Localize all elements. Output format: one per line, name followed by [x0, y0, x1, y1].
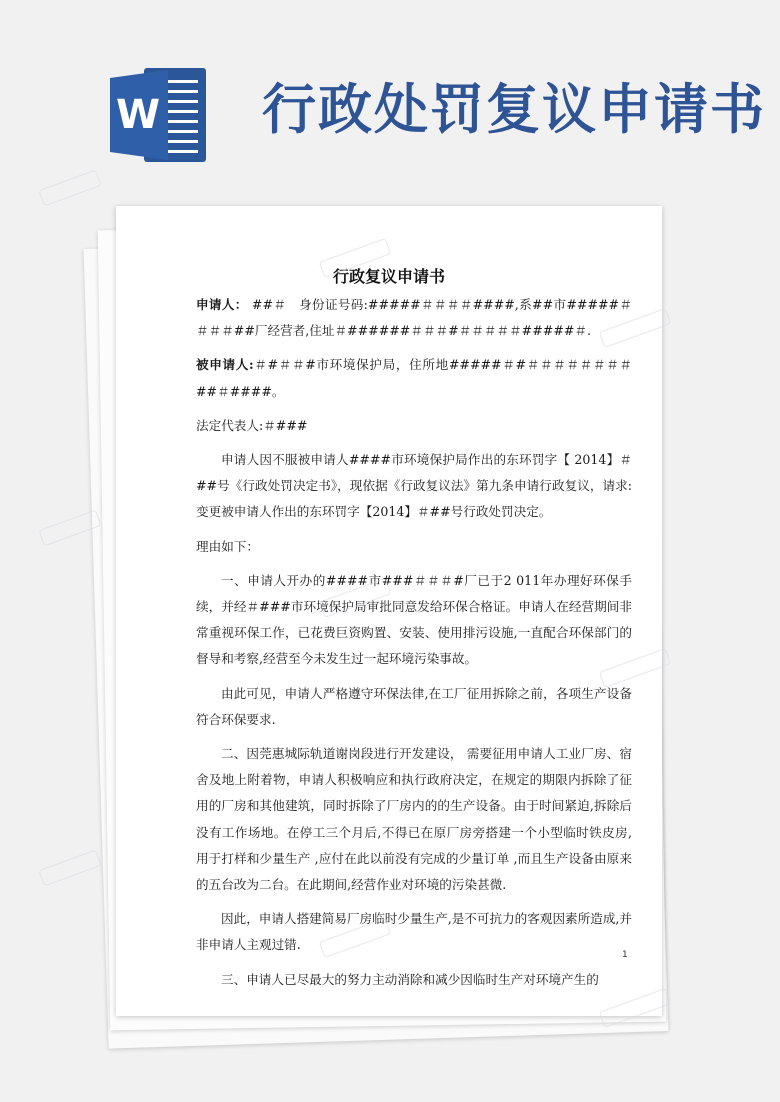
paragraph: 申请人因不服被申请人####市环境保护局作出的东环罚字【 2014】＃##号《行政处罚决定书》，现依据《行政复议法》第九条申请行政复议，请求:变更被申请人作出的东环罚字【2014】＃##号行政处罚决定。	[196, 452, 632, 520]
paragraph: 因此，申请人搭建简易厂房临时少量生产,是不可抗力的客观因素所造成,并非申请人主观过错.	[196, 911, 633, 953]
applicant-label: 申请人：	[196, 297, 248, 312]
word-logo-letter: W	[115, 92, 161, 138]
paragraph: 二、因莞惠城际轨道谢岗段进行开发建设， 需要征用申请人工业厂房、宿舍及地上附着物，申请人积极响应和执行政府决定，在规定的期限内拆除了征用的厂房和其他建筑，同时拆除了厂房内的的生产设备。由于时间紧迫,拆除后没有工作场地。在停工三个月后,不得已在原厂房旁搭建一个小型临时铁皮房,用于打样和少量生产 ,应付在此以前没有完成的少量订单 ,而且生产设备由原来的五台改为二台。在此期间,经营作业对环境的污染甚微.	[196, 746, 632, 893]
respondent-line	[196, 352, 632, 404]
paragraph: 由此可见，申请人严格遵守环保法律,在工厂征用拆除之前，各项生产设备符合环保要求.	[196, 685, 632, 727]
paragraph: 一、申请人开办的####市###＃＃＃#厂已于2 011年办理好环保手续，并经＃###市环境保护局审批同意发给环保合格证。申请人在经营期间非常重视环保工作，已花费巨资购置、安装、使用排污设施,一直配合环保部门的督导和考察,经营至今未发生过一起环境污染事故。	[196, 572, 632, 667]
page-number: 1	[622, 950, 628, 960]
document-page	[116, 206, 662, 1016]
header	[0, 0, 780, 190]
paragraph: 三、申请人已尽最大的努力主动消除和减少因临时生产对环境产生的	[221, 971, 599, 987]
page-title: 行政处罚复议申请书	[262, 78, 766, 141]
respondent-label: 被申请人:	[196, 357, 254, 373]
respondent-text: ＃#＃＃#市环境保护局，住所地#####＃#＃＃＃＃＃＃＃＃##＃####。	[196, 357, 632, 399]
word-document-icon	[108, 66, 208, 164]
legal-representative-line: 法定代表人:＃###	[196, 417, 308, 433]
applicant-line	[196, 292, 632, 344]
applicant-text: ##＃ 身份证号码:#####＃＃＃＃####,系##市#####＃＃＃＃##厂经营者,住址＃######＃＃＃#＃＃＃＃＃#####＃.	[196, 297, 632, 339]
document-title: 行政复议申请书	[332, 267, 445, 286]
document-body	[196, 292, 632, 993]
paragraph: 理由如下：	[196, 538, 259, 554]
